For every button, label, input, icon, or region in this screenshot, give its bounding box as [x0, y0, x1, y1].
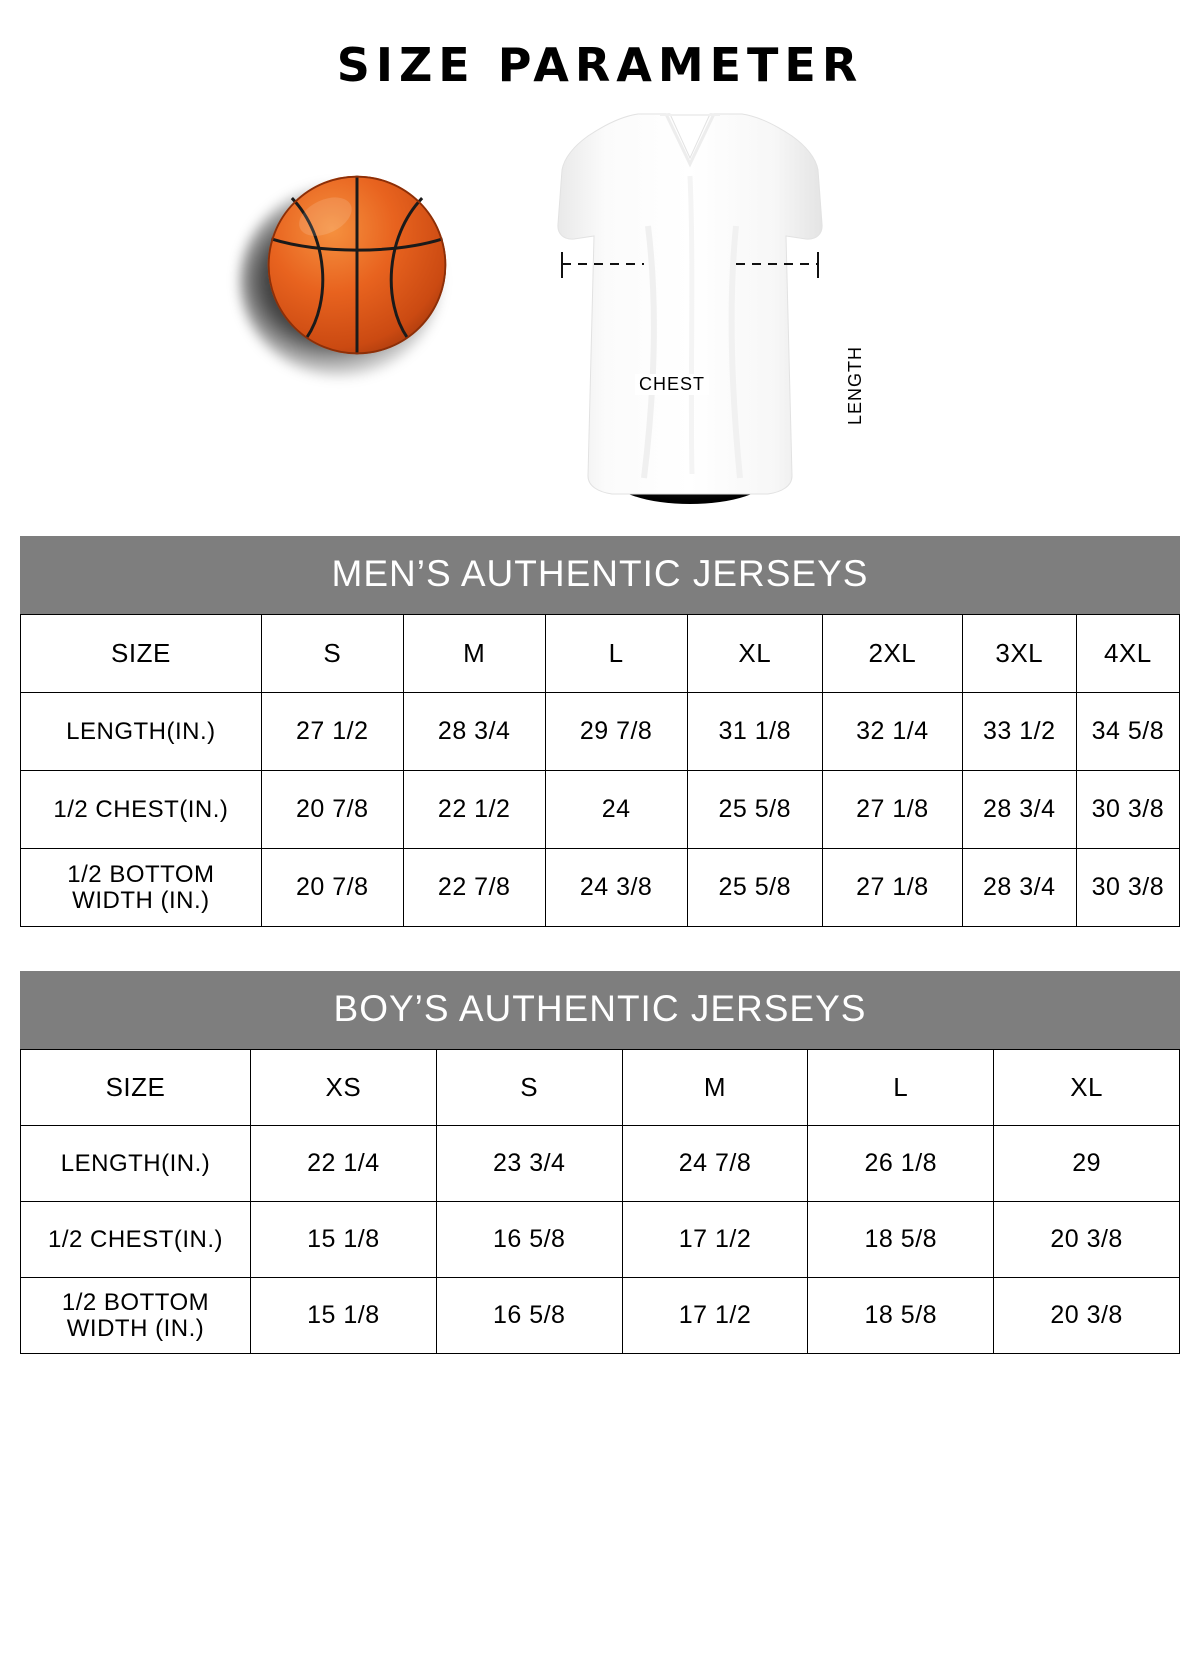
- table-header-cell: XS: [251, 1050, 437, 1126]
- table-header-cell: M: [622, 1050, 808, 1126]
- table-cell: 22 7/8: [403, 849, 545, 927]
- table-cell: 29: [994, 1126, 1180, 1202]
- boys-table-heading: BOY’S AUTHENTIC JERSEYS: [20, 971, 1180, 1049]
- length-measure-label: LENGTH: [845, 346, 865, 426]
- table-row: [21, 1278, 1180, 1354]
- table-row: [21, 771, 1180, 849]
- table-cell: 29 7/8: [545, 693, 687, 771]
- table-header-cell: M: [403, 615, 545, 693]
- table-cell: 16 5/8: [436, 1202, 622, 1278]
- table-header-cell: L: [808, 1050, 994, 1126]
- table-cell: 28 3/4: [962, 849, 1076, 927]
- table-cell: 25 5/8: [687, 849, 822, 927]
- table-cell: 33 1/2: [962, 693, 1076, 771]
- table-header-cell: S: [436, 1050, 622, 1126]
- table-cell: 32 1/4: [823, 693, 963, 771]
- table-cell: 17 1/2: [622, 1278, 808, 1354]
- row-label: LENGTH(IN.): [21, 693, 262, 771]
- table-header-cell: 2XL: [823, 615, 963, 693]
- table-header-cell: 4XL: [1076, 615, 1179, 693]
- table-cell: 24: [545, 771, 687, 849]
- table-cell: 15 1/8: [251, 1278, 437, 1354]
- table-row: [21, 693, 1180, 771]
- table-header-cell: SIZE: [21, 1050, 251, 1126]
- table-cell: 18 5/8: [808, 1278, 994, 1354]
- table-cell: 25 5/8: [687, 771, 822, 849]
- table-row: [21, 1126, 1180, 1202]
- table-header-cell: L: [545, 615, 687, 693]
- table-cell: 20 7/8: [261, 849, 403, 927]
- table-cell: 28 3/4: [403, 693, 545, 771]
- row-label: 1/2 BOTTOM WIDTH (IN.): [21, 849, 262, 927]
- mens-size-table-block: [20, 536, 1180, 927]
- table-header-cell: XL: [687, 615, 822, 693]
- table-header-row: [21, 1050, 1180, 1126]
- boys-size-table-block: [20, 971, 1180, 1354]
- table-cell: 15 1/8: [251, 1202, 437, 1278]
- chest-measure-label: CHEST: [635, 374, 709, 395]
- row-label: 1/2 CHEST(IN.): [21, 771, 262, 849]
- table-cell: 30 3/8: [1076, 771, 1179, 849]
- table-cell: 20 3/8: [994, 1278, 1180, 1354]
- table-header-cell: 3XL: [962, 615, 1076, 693]
- table-gap: [0, 927, 1200, 971]
- jersey-icon: [540, 106, 840, 516]
- mens-table-heading: MEN’S AUTHENTIC JERSEYS: [20, 536, 1180, 614]
- table-header-cell: XL: [994, 1050, 1180, 1126]
- page-title: SIZE PARAMETER: [336, 38, 864, 92]
- basketball-illustration: [250, 166, 450, 366]
- row-label: 1/2 BOTTOM WIDTH (IN.): [21, 1278, 251, 1354]
- table-cell: 17 1/2: [622, 1202, 808, 1278]
- table-cell: 24 7/8: [622, 1126, 808, 1202]
- table-cell: 30 3/8: [1076, 849, 1179, 927]
- table-cell: 20 7/8: [261, 771, 403, 849]
- row-label: LENGTH(IN.): [21, 1126, 251, 1202]
- row-label: 1/2 CHEST(IN.): [21, 1202, 251, 1278]
- table-cell: 22 1/4: [251, 1126, 437, 1202]
- table-cell: 16 5/8: [436, 1278, 622, 1354]
- table-cell: 34 5/8: [1076, 693, 1179, 771]
- table-cell: 23 3/4: [436, 1126, 622, 1202]
- table-cell: 18 5/8: [808, 1202, 994, 1278]
- table-header-row: [21, 615, 1180, 693]
- mens-size-table: [20, 614, 1180, 927]
- basketball-icon: [264, 172, 450, 358]
- table-row: [21, 849, 1180, 927]
- table-header-cell: S: [261, 615, 403, 693]
- table-cell: 27 1/8: [823, 771, 963, 849]
- table-cell: 27 1/2: [261, 693, 403, 771]
- table-cell: 26 1/8: [808, 1126, 994, 1202]
- table-cell: 31 1/8: [687, 693, 822, 771]
- table-cell: 28 3/4: [962, 771, 1076, 849]
- table-cell: 24 3/8: [545, 849, 687, 927]
- table-cell: 22 1/2: [403, 771, 545, 849]
- table-cell: 20 3/8: [994, 1202, 1180, 1278]
- boys-size-table: [20, 1049, 1180, 1354]
- table-cell: 27 1/8: [823, 849, 963, 927]
- table-header-cell: SIZE: [21, 615, 262, 693]
- illustration-area: [0, 106, 1200, 536]
- table-row: [21, 1202, 1180, 1278]
